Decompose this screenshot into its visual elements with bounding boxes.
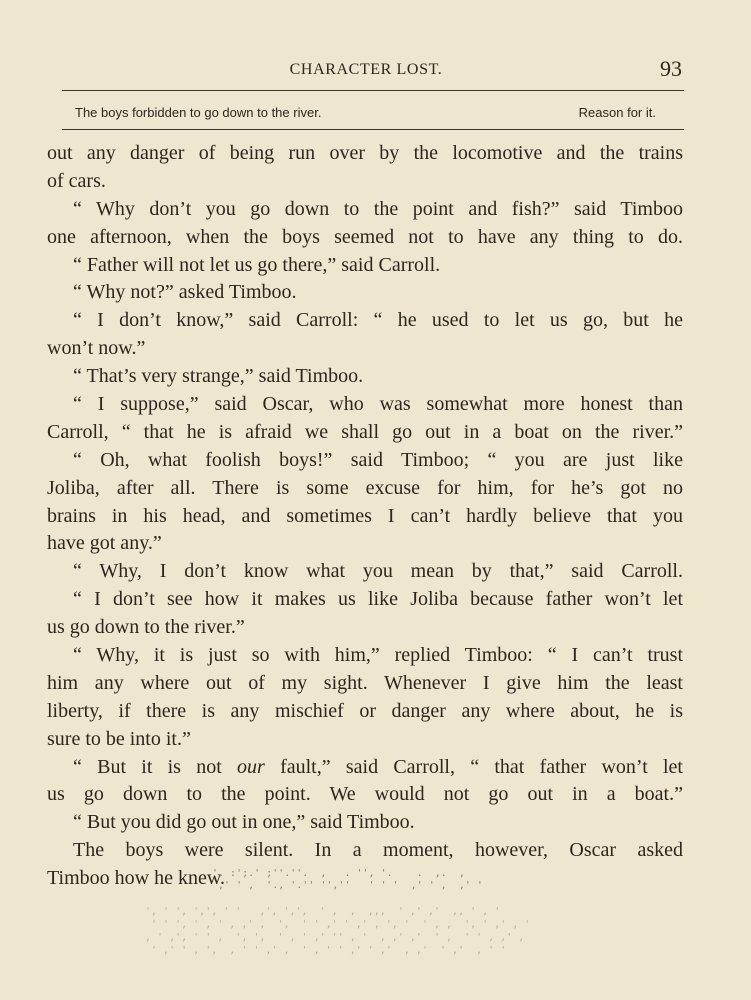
header-rule-bottom — [62, 129, 684, 130]
text-line: won’t now.” — [47, 337, 146, 360]
text-line: of cars. — [47, 169, 106, 192]
text-line: “ Why not?” asked Timboo. — [73, 281, 297, 304]
text-line: The boys were silent. In a moment, however, Oscar asked — [73, 839, 683, 862]
text-line: “ Oh, what foolish boys!” said Timboo; “ you are just like — [73, 448, 683, 471]
text-line: “ That’s very strange,” said Timboo. — [73, 365, 364, 388]
bleed-through-texture: ', ' ', ',', ' ' ,', ',', ' , , ,,, ' ,' ,' ,, ' , ' ' ' ', ' , ' , ,' , ', ' ' ,' ' ,' , ', ' ' , , ', ' ,' , ' , ' ,', ' ' , ', ', ' , ' ,' '' , ' , ,' ,' ' , ' ' , ,' , ' ,' ' , ', , ' ' ,' , ' , ' ' ,' ' ,' , ,' ' ,' , ' ' — [145, 906, 531, 956]
side-heading-left: The boys forbidden to go down to the river. — [75, 105, 322, 120]
text-line: liberty, if there is any mischief or danger any where about, he is — [47, 699, 683, 722]
running-head — [48, 56, 684, 86]
text-line: him any where out of my sight. Whenever I give him the least — [47, 671, 683, 694]
text-line: us go down to the river.” — [47, 616, 245, 639]
text-line: us go down to the point. We would not go out in a boat.” — [47, 783, 683, 806]
text-line: Timboo how he knew. — [47, 867, 225, 890]
text-line: “ But you did go out in one,” said Timboo. — [73, 811, 415, 834]
text-line: “ Father will not let us go there,” said Carroll. — [73, 253, 441, 276]
emphasized-word: our — [237, 755, 265, 778]
text-line: “ Why, it is just so with him,” replied Timboo: “ I can’t trust — [73, 644, 683, 667]
bleed-through-smudge: '. :';.' ;''.''. , . '', '. . ,. , ,' ' , '., '.'' '','' ' ' ' ,' ' , ,' ' — [212, 868, 483, 891]
text-line: “ Why don’t you go down to the point and fish?” said Timboo — [73, 197, 683, 220]
text-line: one afternoon, when the boys seemed not to have any thing to do. — [47, 225, 683, 248]
text-line: have got any.” — [47, 532, 162, 555]
running-title: CHARACTER LOST. — [289, 61, 443, 78]
side-heading-right: Reason for it. — [578, 105, 656, 120]
text-line: “ I don’t see how it makes us like Joliba because father won’t let — [73, 588, 683, 611]
text-segment: “ But it is not — [73, 755, 238, 778]
text-line: sure to be into it.” — [47, 727, 191, 750]
text-line: “ I don’t know,” said Carroll: “ he used to let us go, but he — [73, 309, 683, 332]
text-line: Joliba, after all. There is some excuse for him, for he’s got no — [47, 476, 683, 499]
text-line: “ I suppose,” said Oscar, who was somewhat more honest than — [73, 393, 683, 416]
text-line-with-emphasis — [47, 754, 683, 782]
body-text — [47, 140, 683, 893]
page-number: 93 — [660, 56, 682, 81]
text-line: brains in his head, and sometimes I can’t hardly believe that you — [47, 504, 683, 527]
header-rule-top — [62, 90, 684, 91]
text-line: Carroll, “ that he is afraid we shall go out in a boat on the river.” — [47, 420, 683, 443]
text-line: out any danger of being run over by the locomotive and the trains — [47, 142, 683, 164]
text-segment: fault,” said Carroll, “ that father won’t let — [264, 755, 683, 778]
text-line: “ Why, I don’t know what you mean by that,” said Carroll. — [73, 560, 683, 583]
